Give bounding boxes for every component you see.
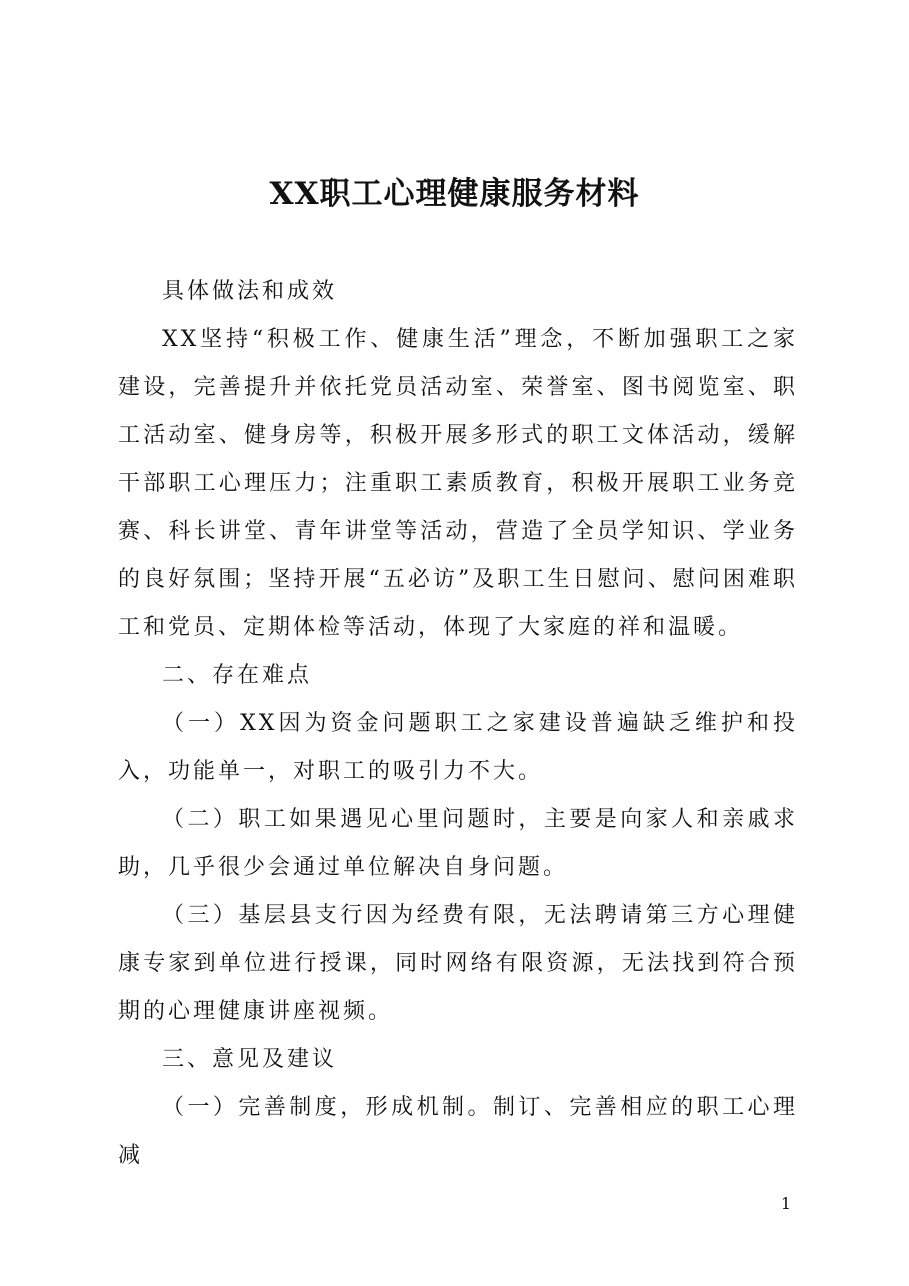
page-number: 1 [780,1194,791,1213]
document-title: XX职工心理健康服务材料 [269,176,640,212]
paragraph-difficulty-3: （三）基层县支行因为经费有限，无法聘请第三方心理健康专家到单位进行授课，同时网络有限资源，无法找到符合预期的心理健康讲座视频。 [118,903,798,1024]
section-heading-suggestions: 三、意见及建议 [162,1047,338,1072]
paragraph-practices-detail: XX坚持“积极工作、健康生活”理念，不断加强职工之家建设，完善提升并依托党员活动室、荣誉室、图书阅览室、职工活动室、健身房等，积极开展多形式的职工文体活动，缓解干部职工心理压力；注重职工素质教育，积极开展职工业务竞赛、科长讲堂、青年讲堂等活动，营造了全员学知识、学业务的良好氛围；坚持开展“五必访”及职工生日慰问、慰问困难职工和党员、定期体检等活动，体现了大家庭的祥和温暖。 [118,327,798,640]
paragraph-difficulty-2: （二）职工如果遇见心里问题时，主要是向家人和亲戚求助，几乎很少会通过单位解决自身问题。 [118,807,798,880]
section-heading-difficulties: 二、存在难点 [162,663,313,688]
paragraph-difficulty-1: （一）XX因为资金问题职工之家建设普遍缺乏维护和投入，功能单一，对职工的吸引力不大。 [118,711,798,784]
section-heading-practices: 具体做法和成效 [162,279,338,304]
paragraph-suggestion-1: （一）完善制度，形成机制。制订、完善相应的职工心理减 [118,1095,798,1168]
document-body [118,268,798,1180]
